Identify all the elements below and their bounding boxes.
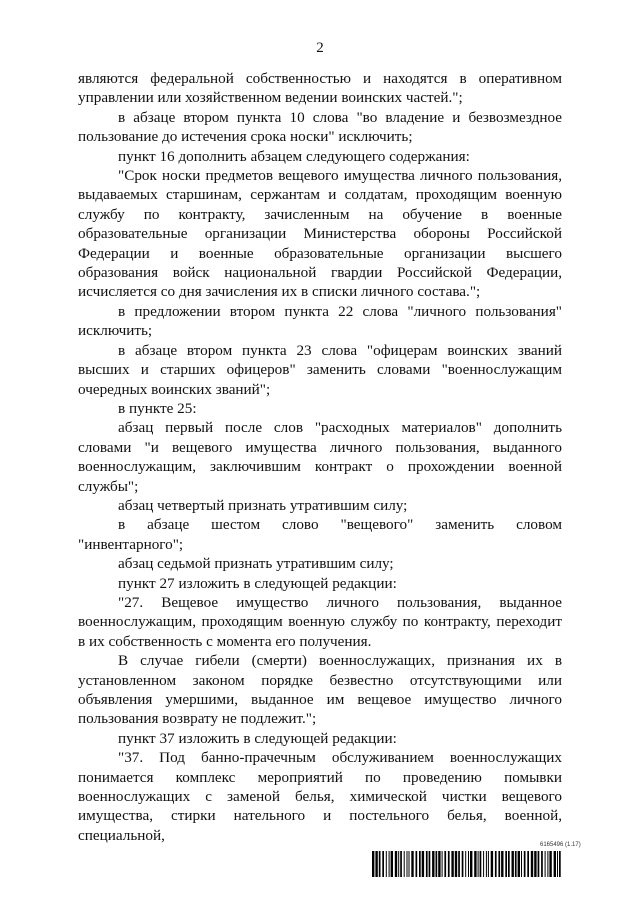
paragraph: в абзаце втором пункта 10 слова "во владение и безвозмездное пользование до истечения срока носки" исключить; <box>78 108 562 146</box>
paragraph: "Срок носки предметов вещевого имущества личного пользования, выдаваемых старшинам, сержантам и солдатам, проходящим военную службу по контракту, зачисленным на обучение в военные образовательные организации Министерства обороны Российской Федерации и военные образовательные организации высшего образования войск национальной гвардии Российской Федерации, исчисляется со дня зачисления их в списки личного состава."; <box>78 167 562 301</box>
paragraph: абзац четвертый признать утратившим силу; <box>118 496 408 514</box>
paragraph: в абзаце втором пункта 23 слова "офицерам воинских званий высших и старших офицеров" заменить словами "военнослужащим очередных воинских званий"; <box>78 341 562 398</box>
page-number: 2 <box>316 40 324 56</box>
paragraph-continuation: являются федеральной собственностью и находятся в оперативном управлении или хозяйственном ведении воинских частей."; <box>78 70 562 107</box>
paragraph: пункт 37 изложить в следующей редакции: <box>118 729 397 747</box>
paragraph: абзац первый после слов "расходных материалов" дополнить словами "и вещевого имущества личного пользования, выданного военнослужащим, заключившим контракт о прохождении военной службы"; <box>78 419 562 495</box>
paragraph: пункт 27 изложить в следующей редакции: <box>118 574 397 592</box>
paragraph: "37. Под банно-прачечным обслуживанием военнослужащих понимается комплекс мероприятий по проведению помывки военнослужащих с заменой белья, химической чистки вещевого имущества, стирки нательного и постельного белья, военной, специальной, <box>78 749 562 844</box>
paragraph: абзац седьмой признать утратившим силу; <box>118 555 394 573</box>
document-body <box>78 69 562 845</box>
barcode-image <box>372 851 562 877</box>
paragraph: "27. Вещевое имущество личного пользования, выданное военнослужащим, проходящим военную службу по контракту, переходит в их собственность с момента его получения. <box>78 593 562 650</box>
paragraph: в пункте 25: <box>118 399 197 417</box>
document-code: 6165496 (1.17) <box>540 842 581 848</box>
paragraph: В случае гибели (смерти) военнослужащих, признания их в установленном законом порядке безвестно отсутствующими или объявления умершими, выданное им вещевое имущество личного пользования возврату не подлежит."; <box>78 652 562 728</box>
paragraph: в абзаце шестом слово "вещевого" заменить словом "инвентарного"; <box>78 516 562 553</box>
paragraph: в предложении втором пункта 22 слова "личного пользования" исключить; <box>78 302 562 340</box>
paragraph: пункт 16 дополнить абзацем следующего содержания: <box>118 147 470 165</box>
